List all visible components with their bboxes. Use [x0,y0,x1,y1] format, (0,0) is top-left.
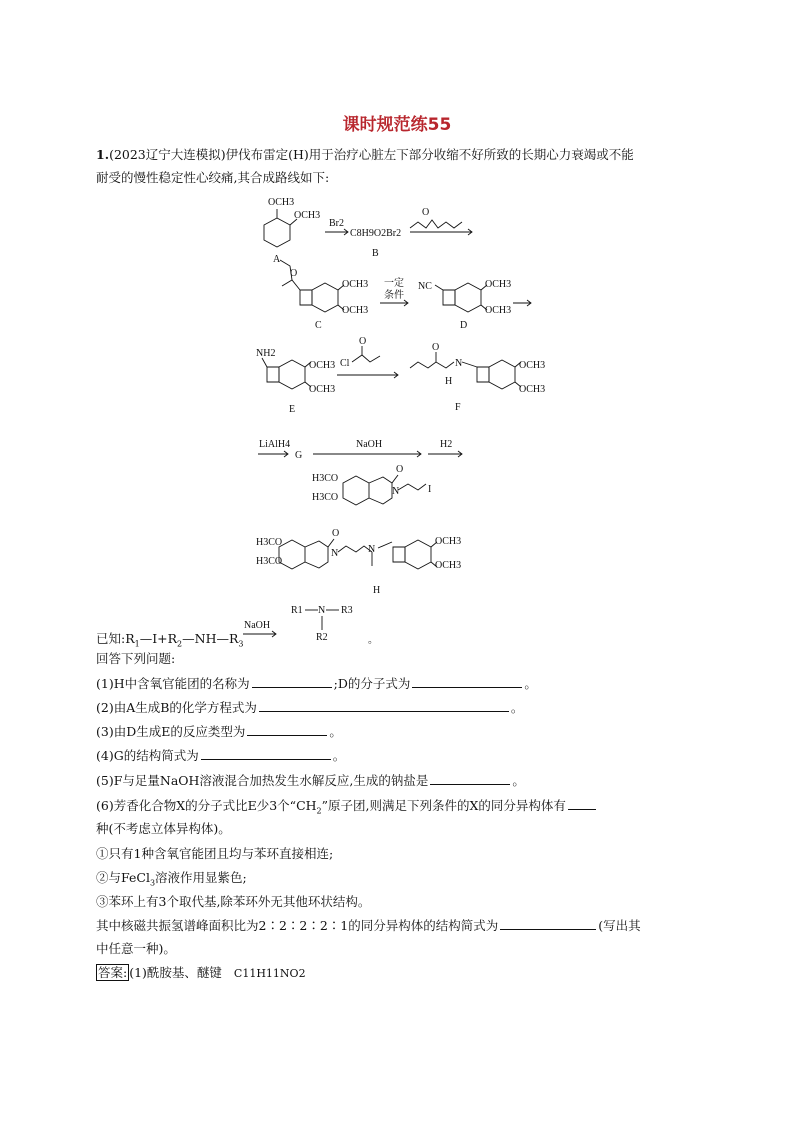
reagent-NaOH: NaOH [356,439,383,450]
ring-H-right [405,540,431,569]
known-R1: R1 [291,605,303,616]
q6-text-3b: (写出其 [598,918,641,933]
H-O: O [332,528,340,539]
intro-text-2: 耐受的慢性稳定性心绞痛,其合成路线如下: [96,170,330,185]
q2-end: 。 [510,700,524,715]
question-number: 1. [96,147,110,162]
iodide-O: O [396,464,404,475]
iodide-N: N [392,486,400,497]
label-C: C [315,320,322,331]
A-OCH3-top: OCH3 [268,197,295,208]
known-mid: —NH—R [182,631,239,646]
reagent-O: O [422,207,430,218]
q3-blank[interactable] [247,723,327,736]
F-N: N [455,358,463,369]
q1-blank-a[interactable] [252,675,332,688]
F-OCH3-2: OCH3 [519,384,546,395]
F-H: H [445,376,453,387]
q1-text-b: ;D的分子式为 [333,676,411,691]
q3-end: 。 [329,724,342,739]
E-OCH3-2: OCH3 [309,384,336,395]
D-NC: NC [418,281,432,292]
known-N: N [318,605,326,616]
H-OCH3-2: OCH3 [435,560,462,571]
answer-formula: C11H11NO2 [233,967,306,980]
q1-end: 。 [524,676,537,691]
ring-D [455,283,481,312]
F-OCH3-1: OCH3 [519,360,546,371]
q6-text-3: 其中核磁共振氢谱峰面积比为2∶2∶2∶2∶1的同分异构体的结构简式为 [96,918,499,933]
label-B: B [372,248,379,259]
iodide-H3CO-1: H3CO [312,473,339,484]
q6-text-4: 中任意一种)。 [96,941,176,956]
known-NaOH: NaOH [244,620,271,631]
ring-F [489,360,515,389]
q5-text: (5)F与足量NaOH溶液混合加热发生水解反应,生成的钠盐是 [96,773,429,788]
H-OCH3-1: OCH3 [435,536,462,547]
C-O1: O [290,268,298,279]
F-O: O [432,342,440,353]
q6-line3 [96,917,641,935]
ring-A [264,218,290,247]
known-R2: R2 [316,632,328,643]
cond2-text-b: 溶液作用显紫色; [155,870,247,885]
cond3-text: ③苯环上有3个取代基,除苯环外无其他环状结构。 [96,894,371,909]
cond-yiding: 一定 [384,278,404,289]
C-OCH3-2: OCH3 [342,305,369,316]
H-N2: N [368,544,376,555]
reagent-Br2: Br2 [329,218,344,229]
cond1-text: ①只有1种含氧官能团且均与苯环直接相连; [96,846,334,861]
q5 [96,772,525,790]
reagent-O2: O [359,336,367,347]
answer-label: 答案: [98,965,128,980]
cond-tiaojian: 条件 [384,290,404,301]
H-H3CO-2: H3CO [256,556,283,567]
cond2-text-a: ②与FeCl [96,870,150,885]
reagent-LiAlH4: LiAlH4 [259,439,291,450]
q6-text-1b: ”原子团,则满足下列条件的X的同分异构体有 [321,798,566,813]
known-R3: R3 [341,605,353,616]
q2-blank[interactable] [259,699,509,712]
q3-text: (3)由D生成E的反应类型为 [96,724,246,739]
q6-blank-count[interactable] [568,797,596,810]
q1-text: (1)H中含氧官能团的名称为 [96,676,250,691]
H-H3CO-1: H3CO [256,537,283,548]
label-A: A [273,254,281,265]
E-NH2: NH2 [256,348,276,359]
answer-text: (1)酰胺基、醚键 [129,965,222,980]
answer-prompt [96,650,175,668]
reagent-Cl: Cl [340,358,350,369]
q4-blank[interactable] [201,747,331,760]
q4-text: (4)G的结构简式为 [96,748,199,763]
known-period: 。 [368,635,378,646]
condition-1 [96,845,333,863]
label-D: D [460,320,468,331]
q1-blank-b[interactable] [412,675,522,688]
D-OCH3-2: OCH3 [485,305,512,316]
answer-line [96,964,306,983]
q6-line1: (6)芳香化合物X的分子式比E少3个“$CH_2$”原子团,则满足下列条件的X的同分异构体有 [96,797,598,821]
q1 [96,675,537,693]
C-OCH3-1: OCH3 [342,279,369,290]
label-H: H [373,585,381,596]
q3 [96,723,342,741]
H-N1: N [331,548,339,559]
known-text: —I+R [139,631,178,646]
compound-B-formula: C8H9O2Br2 [350,228,402,239]
q2-text: (2)由A生成B的化学方程式为 [96,700,257,715]
ring-iodide [343,476,369,505]
q5-blank[interactable] [430,772,510,785]
label-E: E [289,404,296,415]
q6-text-1: (6)芳香化合物X的分子式比E少3个“CH [96,798,317,813]
ring-E [279,360,305,389]
q4-end: 。 [332,748,346,763]
D-OCH3-1: OCH3 [485,279,512,290]
q6-blank-structure[interactable] [500,917,596,930]
page-title: 课时规范练55 [342,115,452,135]
q6-line2 [96,820,231,838]
A-OCH3-side: OCH3 [294,210,321,221]
ring-C [312,283,338,312]
label-F: F [455,402,461,413]
q2 [96,699,523,717]
prompt-text: 回答下列问题: [96,651,176,666]
known-reaction: 已知$:R_1—I+R_2—NH—R_3$ [96,631,244,649]
q5-end: 。 [512,773,525,788]
iodide-H3CO-2: H3CO [312,492,339,503]
known-prefix: 已知:R [96,631,135,646]
label-G: G [295,450,303,461]
q6-text-2: 种(不考虑立体异构体)。 [96,821,231,836]
q6-line4 [96,940,176,958]
condition-3 [96,893,370,911]
intro-text-1: (2023辽宁大连模拟)伊伐布雷定(H)用于治疗心脏左下部分收缩不好所致的长期心力衰竭或不能 [109,147,634,162]
reagent-H2: H2 [440,439,453,450]
E-OCH3-1: OCH3 [309,360,336,371]
iodide-I: I [428,484,432,495]
ring-H-left [279,540,305,569]
q4 [96,747,345,765]
condition-2: ②与FeCl$_3$溶液作用显紫色; [96,870,247,888]
